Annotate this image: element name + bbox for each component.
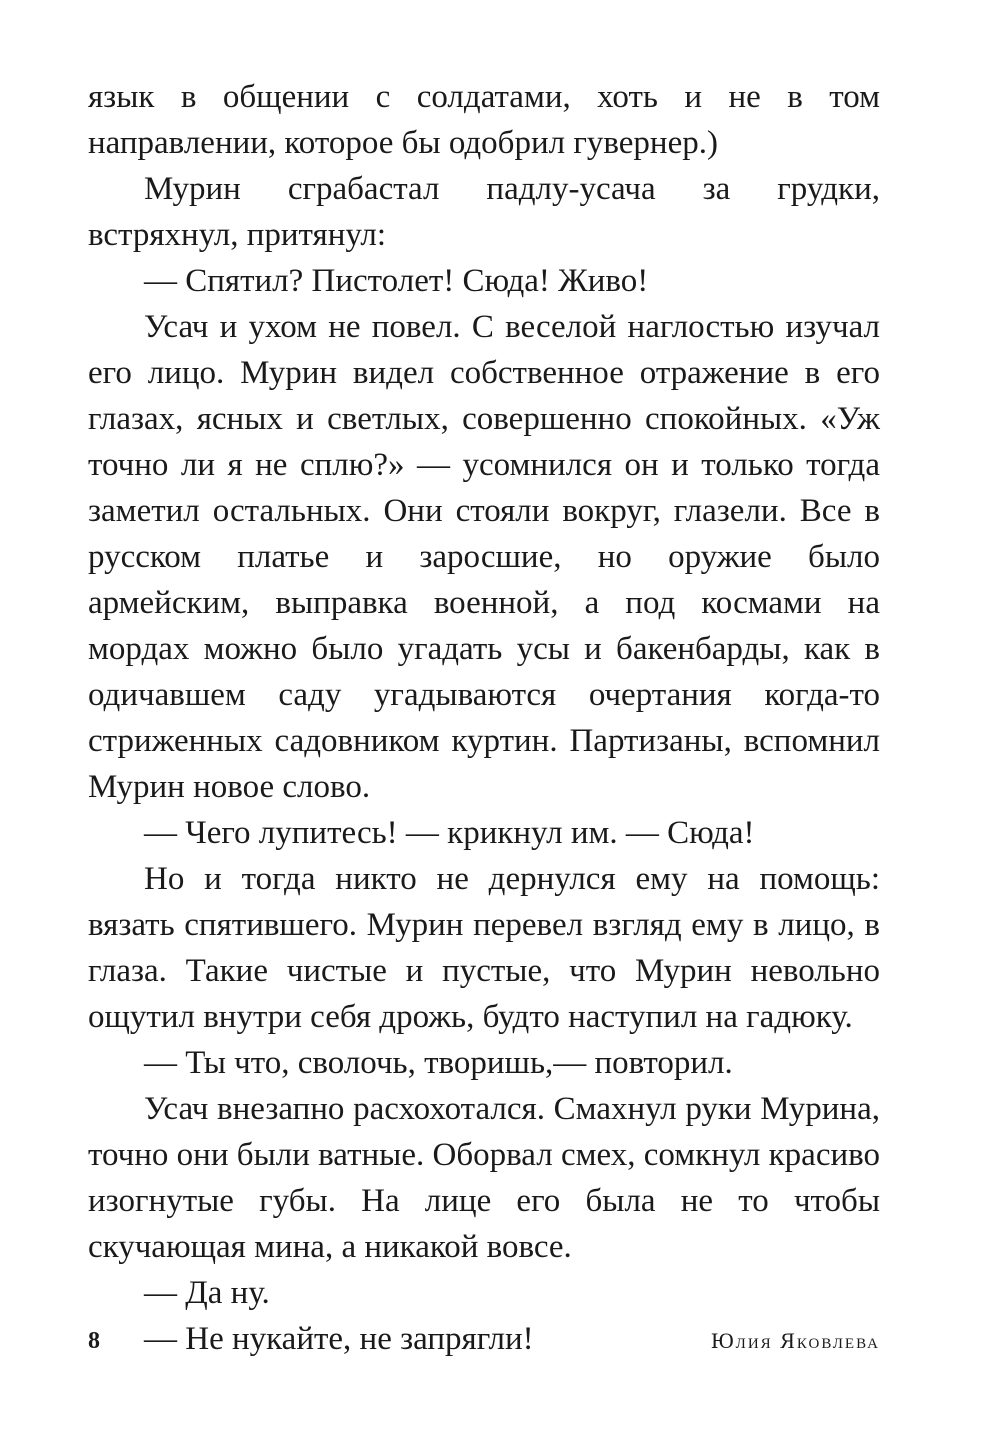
paragraph-3: — Спятил? Пистолет! Сюда! Живо! — [144, 263, 649, 299]
paragraph-7: — Ты что, сволочь, творишь,— повторил. — [144, 1045, 733, 1081]
paragraph-2: Мурин сграбастал падлу-усача за грудки, встряхнул, притянул: — [88, 171, 880, 253]
paragraph-9: — Да ну. — [144, 1275, 270, 1311]
paragraph-10: — Не нукайте, не запрягли! — [144, 1321, 534, 1357]
page-number: 8 — [88, 1328, 100, 1354]
running-head-author: Юлия Яковлева — [711, 1328, 880, 1353]
paragraph-6: Но и тогда никто не дернулся ему на помощь: вязать спятившего. Мурин перевел взгляд ему в лицо, в глаза. Такие чистые и пустые, что Мурин невольно ощутил внутри себя дрожь, будто наступил на гадюку. — [88, 861, 880, 1035]
paragraph-1: язык в общении с солдатами, хоть и не в том направлении, которое бы одобрил гувернер.) — [88, 79, 880, 161]
paragraph-4: Усач и ухом не повел. С веселой наглостью изучал его лицо. Мурин видел собственное отражение в его глазах, ясных и светлых, совершенно спокойных. «Уж точно ли я не сплю?» — усомнился он и только тогда заметил остальных. Они стояли вокруг, глазели. Все в русском платье и заросшие, но оружие было армейским, выправка военной, а под космами на мордах можно было угадать усы и бакенбарды, как в одичавшем саду угадываются очертания когда-то стриженных садовником куртин. Партизаны, вспомнил Мурин новое слово. — [88, 309, 880, 805]
page-footer — [88, 1328, 880, 1358]
paragraph-5: — Чего лупитесь! — крикнул им. — Сюда! — [144, 815, 755, 851]
body-text — [88, 74, 880, 1362]
paragraph-8: Усач внезапно расхохотался. Смахнул руки Мурина, точно они были ватные. Оборвал смех, сомкнул красиво изогнутые губы. На лице его была не то чтобы скучающая мина, а никакой вовсе. — [88, 1091, 880, 1265]
